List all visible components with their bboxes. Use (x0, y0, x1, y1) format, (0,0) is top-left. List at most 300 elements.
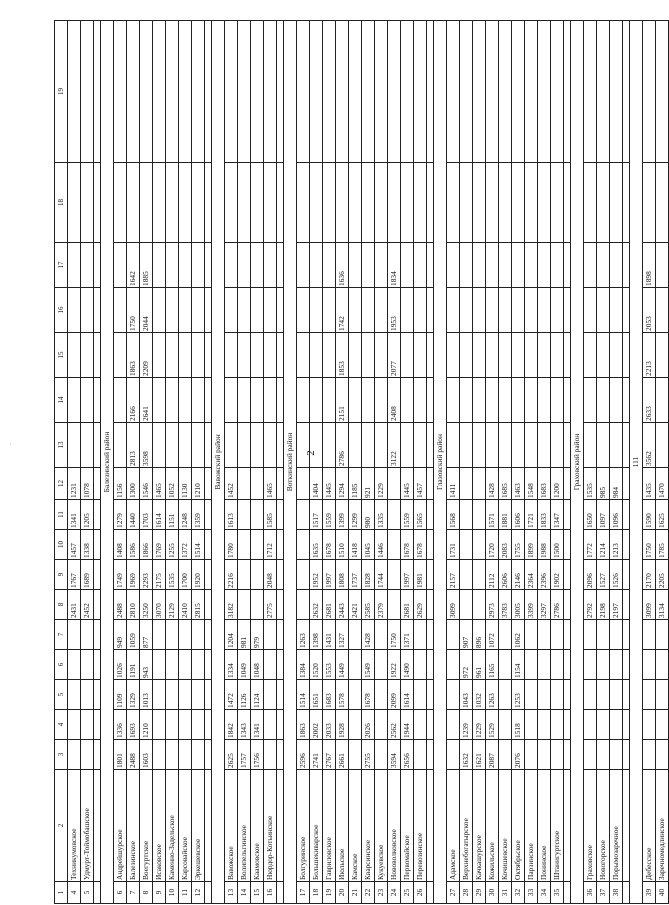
spacer-cell (205, 710, 212, 740)
table-cell (264, 288, 277, 333)
table-cell: 2585 (362, 590, 375, 620)
table-cell (323, 163, 336, 243)
table-cell (610, 163, 623, 243)
table-row (499, 21, 512, 904)
table-cell (68, 163, 81, 243)
table-cell: 1384 (297, 650, 310, 680)
table-cell (643, 163, 656, 243)
table-cell (336, 163, 349, 243)
district-row (284, 21, 297, 904)
header-cell: 7 (55, 620, 68, 650)
table-cell: 1952 (310, 560, 323, 590)
table-cell: 3182 (225, 590, 238, 620)
table-cell (401, 21, 414, 163)
table-cell (238, 423, 251, 468)
table-cell (297, 560, 310, 590)
table-cell (610, 423, 623, 468)
table-cell (179, 21, 192, 163)
table-cell: 1920 (192, 560, 205, 590)
spacer-row (427, 21, 434, 904)
table-cell (238, 530, 251, 560)
table-cell: 1744 (375, 560, 388, 590)
table-cell (447, 243, 460, 288)
spacer-cell (623, 500, 630, 530)
table-cell: 1032 (473, 680, 486, 710)
table-cell (486, 243, 499, 288)
table-cell (375, 243, 388, 288)
district-label: Вавожский район (212, 21, 225, 904)
table-cell: 1988 (538, 530, 551, 560)
table-cell: 1731 (447, 530, 460, 560)
table-cell (597, 740, 610, 770)
spacer-cell (205, 530, 212, 560)
table-cell (153, 288, 166, 333)
table-cell (499, 650, 512, 680)
table-cell: 1834 (388, 243, 401, 288)
spacer-cell (205, 882, 212, 904)
settlement-name-cell: Новогорское (597, 770, 610, 882)
table-cell: 2146 (512, 560, 525, 590)
table-cell: 1213 (610, 530, 623, 560)
table-cell: 1586 (127, 530, 140, 560)
table-cell (114, 21, 127, 163)
table-cell: 1398 (310, 620, 323, 650)
table-cell (597, 423, 610, 468)
table-cell: 1881 (499, 500, 512, 530)
header-cell: 1 (55, 882, 68, 904)
table-cell (597, 378, 610, 423)
spacer-cell (564, 770, 571, 882)
table-cell (473, 423, 486, 468)
spacer-cell (427, 710, 434, 740)
table-cell: 1944 (401, 710, 414, 740)
spacer-cell (277, 378, 284, 423)
table-cell: 2775 (264, 590, 277, 620)
table-cell: 1165 (486, 650, 499, 680)
table-cell: 979 (251, 620, 264, 650)
table-cell: 2396 (538, 560, 551, 590)
spacer-cell (623, 288, 630, 333)
table-cell (166, 740, 179, 770)
spacer-row (623, 21, 630, 904)
table-cell (656, 740, 669, 770)
table-cell (414, 243, 427, 288)
table-cell: 1126 (238, 680, 251, 710)
table-cell: 1263 (486, 680, 499, 710)
table-cell (538, 650, 551, 680)
spacer-cell (427, 423, 434, 468)
table-cell (297, 423, 310, 468)
spacer-cell (205, 560, 212, 590)
table-cell (499, 243, 512, 288)
table-cell (140, 163, 153, 243)
table-cell (153, 21, 166, 163)
table-cell (153, 423, 166, 468)
table-cell: 1327 (336, 620, 349, 650)
table-cell: 943 (140, 650, 153, 680)
spacer-cell (94, 560, 101, 590)
table-cell (473, 500, 486, 530)
table-cell (538, 243, 551, 288)
table-cell: 1510 (336, 530, 349, 560)
table-cell (68, 710, 81, 740)
table-cell (447, 378, 460, 423)
table-cell (375, 680, 388, 710)
table-cell: 2488 (114, 590, 127, 620)
table-cell (473, 288, 486, 333)
settlement-name-cell: Кожильское (486, 770, 499, 882)
spacer-cell (94, 243, 101, 288)
table-cell: 1678 (362, 680, 375, 710)
table-cell (486, 21, 499, 163)
table-cell: 1446 (375, 530, 388, 560)
table-cell: 3134 (656, 590, 669, 620)
spacer-cell (277, 710, 284, 740)
table-cell (473, 21, 486, 163)
table-row (486, 21, 499, 904)
table-cell: 896 (473, 620, 486, 650)
table-cell: 14 (238, 882, 251, 904)
table-cell (238, 468, 251, 500)
table-cell (486, 163, 499, 243)
spacer-row (94, 21, 101, 904)
table-cell: 1520 (310, 650, 323, 680)
table-cell (499, 378, 512, 423)
table-cell (551, 378, 564, 423)
table-cell (68, 288, 81, 333)
table-cell (323, 288, 336, 333)
table-cell (525, 423, 538, 468)
table-cell (538, 710, 551, 740)
table-cell (297, 243, 310, 288)
spacer-cell (277, 590, 284, 620)
table-cell (297, 500, 310, 530)
table-cell (486, 333, 499, 378)
table-cell: 2629 (414, 590, 427, 620)
spacer-cell (623, 423, 630, 468)
spacer-cell (564, 882, 571, 904)
spacer-cell (205, 650, 212, 680)
table-cell (349, 163, 362, 243)
table-cell (447, 740, 460, 770)
spacer-cell (623, 560, 630, 590)
table-cell: 34 (538, 882, 551, 904)
table-cell: 1341 (251, 710, 264, 740)
header-cell: 4 (55, 710, 68, 740)
table-cell: 27 (447, 882, 460, 904)
spacer-cell (205, 680, 212, 710)
table-cell: 1632 (460, 740, 473, 770)
spacer-cell (564, 468, 571, 500)
table-row (643, 21, 656, 904)
table-cell (179, 680, 192, 710)
table-cell (68, 378, 81, 423)
table-cell: 2681 (401, 590, 414, 620)
table-cell: 35 (551, 882, 564, 904)
header-cell: 12 (55, 468, 68, 500)
table-row (297, 21, 310, 904)
table-cell (460, 333, 473, 378)
table-cell: 15 (251, 882, 264, 904)
table-cell: 1885 (140, 243, 153, 288)
table-cell: 1742 (336, 288, 349, 333)
table-cell: 1465 (153, 468, 166, 500)
table-cell: 1124 (251, 680, 264, 710)
table-cell: 7 (127, 882, 140, 904)
header-cell: 18 (55, 163, 68, 243)
table-cell (610, 378, 623, 423)
settlement-name-cell: Дебесское (643, 770, 656, 882)
spacer-cell (564, 590, 571, 620)
spacer-cell (277, 163, 284, 243)
spacer-row (277, 21, 284, 904)
table-cell (525, 21, 538, 163)
table-cell (251, 560, 264, 590)
table-cell: 2205 (656, 560, 669, 590)
margin-mark: · (7, 442, 16, 446)
table-cell: 2026 (362, 710, 375, 740)
table-cell: 2421 (349, 590, 362, 620)
spacer-cell (205, 21, 212, 163)
table-cell: 921 (362, 468, 375, 500)
spacer-cell (623, 590, 630, 620)
table-cell: 1756 (251, 740, 264, 770)
table-cell: 1866 (140, 530, 153, 560)
table-row (512, 21, 525, 904)
spacer-cell (94, 650, 101, 680)
table-cell (414, 710, 427, 740)
table-cell: 1248 (179, 500, 192, 530)
spacer-cell (205, 770, 212, 882)
table-cell (551, 680, 564, 710)
table-cell (81, 333, 94, 378)
table-cell: 1606 (512, 500, 525, 530)
table-cell (473, 243, 486, 288)
settlement-name-cell: Камское (349, 770, 362, 882)
table-cell: 2815 (192, 590, 205, 620)
table-row (525, 21, 538, 904)
table-cell: 21 (349, 882, 362, 904)
table-cell (473, 333, 486, 378)
table-row (349, 21, 362, 904)
table-cell: 3297 (538, 590, 551, 620)
table-cell: 907 (460, 620, 473, 650)
table-cell: 2170 (643, 560, 656, 590)
table-cell: 1833 (538, 500, 551, 530)
table-cell (127, 21, 140, 163)
spacer-cell (277, 620, 284, 650)
table-cell: 1300 (127, 468, 140, 500)
table-cell (68, 740, 81, 770)
spacer-cell (205, 378, 212, 423)
table-cell (584, 740, 597, 770)
district-row (101, 21, 114, 904)
spacer-cell (94, 680, 101, 710)
spacer-cell (623, 770, 630, 882)
table-cell: 2157 (447, 560, 460, 590)
table-cell (656, 333, 669, 378)
header-cell: 15 (55, 333, 68, 378)
table-cell (349, 740, 362, 770)
table-cell (349, 620, 362, 650)
table-cell (297, 530, 310, 560)
table-cell: 1043 (460, 680, 473, 710)
spacer-cell (94, 21, 101, 163)
table-cell (310, 243, 323, 288)
table-cell: 1514 (297, 680, 310, 710)
spacer-cell (623, 710, 630, 740)
table-cell (297, 288, 310, 333)
table-cell (349, 423, 362, 468)
spacer-cell (427, 590, 434, 620)
table-cell (401, 163, 414, 243)
table-cell (297, 468, 310, 500)
table-row (656, 21, 669, 904)
spacer-cell (427, 740, 434, 770)
table-cell (153, 740, 166, 770)
table-cell: 1700 (179, 560, 192, 590)
table-cell: 1785 (656, 530, 669, 560)
table-cell (486, 423, 499, 468)
spacer-cell (623, 882, 630, 904)
table-cell (447, 650, 460, 680)
table-cell (525, 740, 538, 770)
table-cell (362, 243, 375, 288)
table-cell: 1571 (486, 500, 499, 530)
table-cell: 1518 (512, 710, 525, 740)
table-cell (414, 650, 427, 680)
table-cell: 1253 (512, 680, 525, 710)
table-cell: 1049 (238, 650, 251, 680)
table-cell: 4 (68, 882, 81, 904)
header-cell: 13 (55, 423, 68, 468)
spacer-cell (277, 882, 284, 904)
table-row (362, 21, 375, 904)
table-cell: 1440 (127, 500, 140, 530)
spacer-cell (623, 680, 630, 710)
table-cell: 1299 (349, 500, 362, 530)
table-cell: 22 (362, 882, 375, 904)
spacer-cell (205, 333, 212, 378)
table-cell (388, 530, 401, 560)
table-cell (538, 163, 551, 243)
table-row (179, 21, 192, 904)
table-cell: 2755 (362, 740, 375, 770)
spacer-cell (427, 620, 434, 650)
table-cell (610, 740, 623, 770)
table-cell: 1463 (512, 468, 525, 500)
table-cell (597, 21, 610, 163)
table-cell (153, 378, 166, 423)
table-cell (192, 650, 205, 680)
table-cell (643, 710, 656, 740)
table-cell: 1863 (127, 333, 140, 378)
table-cell (401, 288, 414, 333)
table-cell (251, 378, 264, 423)
table-cell: 39 (643, 882, 656, 904)
spacer-cell (94, 163, 101, 243)
table-cell (297, 333, 310, 378)
table-cell: 1452 (225, 468, 238, 500)
table-cell (538, 333, 551, 378)
table-cell (179, 378, 192, 423)
table-cell (551, 423, 564, 468)
table-cell (81, 620, 94, 650)
table-cell: 1683 (323, 680, 336, 710)
table-cell: 1712 (264, 530, 277, 560)
table-cell (551, 288, 564, 333)
table-cell (414, 620, 427, 650)
table-cell (238, 378, 251, 423)
settlement-name-cell: Качкашурское (473, 770, 486, 882)
table-cell: 1449 (336, 650, 349, 680)
header-cell: 9 (55, 560, 68, 590)
table-cell: 1372 (179, 530, 192, 560)
table-cell: 1529 (486, 710, 499, 740)
table-cell (114, 243, 127, 288)
table-row (68, 21, 81, 904)
table-cell (153, 620, 166, 650)
table-cell (610, 680, 623, 710)
table-cell: 3783 (499, 590, 512, 620)
table-row (551, 21, 564, 904)
table-cell (538, 288, 551, 333)
settlement-name-cell: Кукуевское (375, 770, 388, 882)
table-cell: 1445 (323, 468, 336, 500)
table-cell: 2632 (310, 590, 323, 620)
spacer-cell (427, 21, 434, 163)
spacer-row (205, 21, 212, 904)
spacer-cell (564, 423, 571, 468)
table-cell (447, 333, 460, 378)
table-cell (81, 740, 94, 770)
table-cell (551, 740, 564, 770)
settlement-name-cell: Первомайское (401, 770, 414, 882)
spacer-row (564, 21, 571, 904)
table-cell (310, 423, 323, 468)
table-cell: 1801 (114, 740, 127, 770)
table-cell: 1603 (140, 740, 153, 770)
table-cell: 1559 (323, 500, 336, 530)
table-cell (264, 710, 277, 740)
table-row (414, 21, 427, 904)
header-cell: 10 (55, 530, 68, 560)
spacer-cell (623, 163, 630, 243)
table-cell (225, 288, 238, 333)
table-cell (310, 163, 323, 243)
table-cell (656, 710, 669, 740)
table-cell (179, 288, 192, 333)
table-cell: 961 (473, 650, 486, 680)
table-cell (192, 378, 205, 423)
table-cell (656, 163, 669, 243)
table-cell (388, 560, 401, 590)
table-cell (584, 423, 597, 468)
settlement-name-cell: Верхнебогатырское (460, 770, 473, 882)
table-cell (473, 530, 486, 560)
table-cell: 1678 (323, 530, 336, 560)
table-cell (166, 423, 179, 468)
table-cell (597, 163, 610, 243)
table-cell (512, 21, 525, 163)
table-cell (375, 21, 388, 163)
table-cell (473, 163, 486, 243)
table-cell: 2792 (584, 590, 597, 620)
table-cell (414, 21, 427, 163)
table-cell (473, 378, 486, 423)
spacer-cell (564, 740, 571, 770)
settlement-name-cell: Воегуртское (140, 770, 153, 882)
